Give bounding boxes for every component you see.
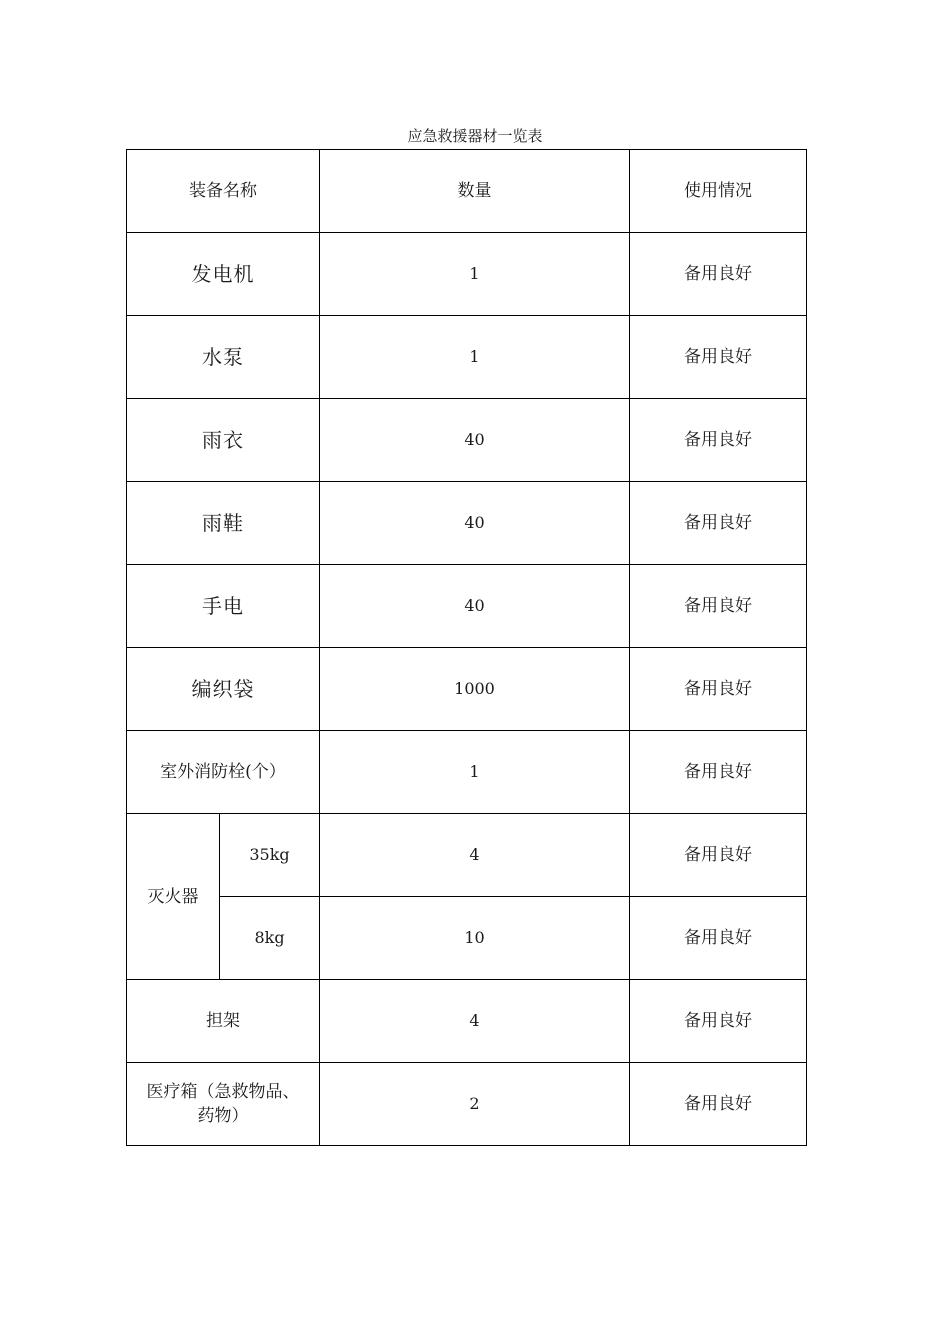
equipment-name bbox=[127, 1063, 320, 1146]
table-row bbox=[127, 897, 807, 980]
equipment-name: 担架 bbox=[127, 980, 320, 1063]
table-row bbox=[127, 814, 807, 897]
equipment-quantity: 2 bbox=[320, 1063, 630, 1146]
document-title: 应急救援器材一览表 bbox=[407, 127, 543, 145]
table-row bbox=[127, 482, 807, 565]
equipment-name-line: 医疗箱（急救物品、 bbox=[146, 1082, 300, 1102]
table-row bbox=[127, 316, 807, 399]
equipment-name: 水泵 bbox=[127, 316, 320, 399]
equipment-name: 发电机 bbox=[127, 233, 320, 316]
equipment-name: 手电 bbox=[127, 565, 320, 648]
equipment-quantity: 1 bbox=[320, 731, 630, 814]
header-row bbox=[127, 150, 807, 233]
table-row bbox=[127, 233, 807, 316]
equipment-name: 编织袋 bbox=[127, 648, 320, 731]
equipment-quantity: 40 bbox=[320, 482, 630, 565]
equipment-quantity: 40 bbox=[320, 399, 630, 482]
equipment-quantity: 1 bbox=[320, 316, 630, 399]
table-row bbox=[127, 1063, 807, 1146]
equipment-name: 雨鞋 bbox=[127, 482, 320, 565]
equipment-quantity: 4 bbox=[320, 814, 630, 897]
table-row bbox=[127, 399, 807, 482]
header-condition: 使用情况 bbox=[630, 150, 807, 233]
table-row bbox=[127, 565, 807, 648]
extinguisher-spec: 8kg bbox=[220, 897, 320, 980]
header-quantity: 数量 bbox=[320, 150, 630, 233]
equipment-quantity: 1 bbox=[320, 233, 630, 316]
equipment-condition: 备用良好 bbox=[630, 980, 807, 1063]
equipment-condition: 备用良好 bbox=[630, 316, 807, 399]
extinguisher-name: 灭火器 bbox=[127, 814, 220, 980]
equipment-condition: 备用良好 bbox=[630, 565, 807, 648]
equipment-condition: 备用良好 bbox=[630, 1063, 807, 1146]
equipment-quantity: 1000 bbox=[320, 648, 630, 731]
equipment-condition: 备用良好 bbox=[630, 731, 807, 814]
equipment-name-line: 药物） bbox=[197, 1106, 249, 1126]
equipment-condition: 备用良好 bbox=[630, 233, 807, 316]
equipment-condition: 备用良好 bbox=[630, 897, 807, 980]
equipment-quantity: 10 bbox=[320, 897, 630, 980]
equipment-quantity: 40 bbox=[320, 565, 630, 648]
table-row bbox=[127, 731, 807, 814]
equipment-quantity: 4 bbox=[320, 980, 630, 1063]
equipment-name: 室外消防栓(个） bbox=[127, 731, 320, 814]
equipment-table bbox=[126, 149, 807, 1146]
equipment-name: 雨衣 bbox=[127, 399, 320, 482]
table-row bbox=[127, 648, 807, 731]
header-name: 装备名称 bbox=[127, 150, 320, 233]
equipment-condition: 备用良好 bbox=[630, 648, 807, 731]
equipment-condition: 备用良好 bbox=[630, 814, 807, 897]
table-row bbox=[127, 980, 807, 1063]
equipment-condition: 备用良好 bbox=[630, 482, 807, 565]
extinguisher-spec: 35kg bbox=[220, 814, 320, 897]
equipment-condition: 备用良好 bbox=[630, 399, 807, 482]
